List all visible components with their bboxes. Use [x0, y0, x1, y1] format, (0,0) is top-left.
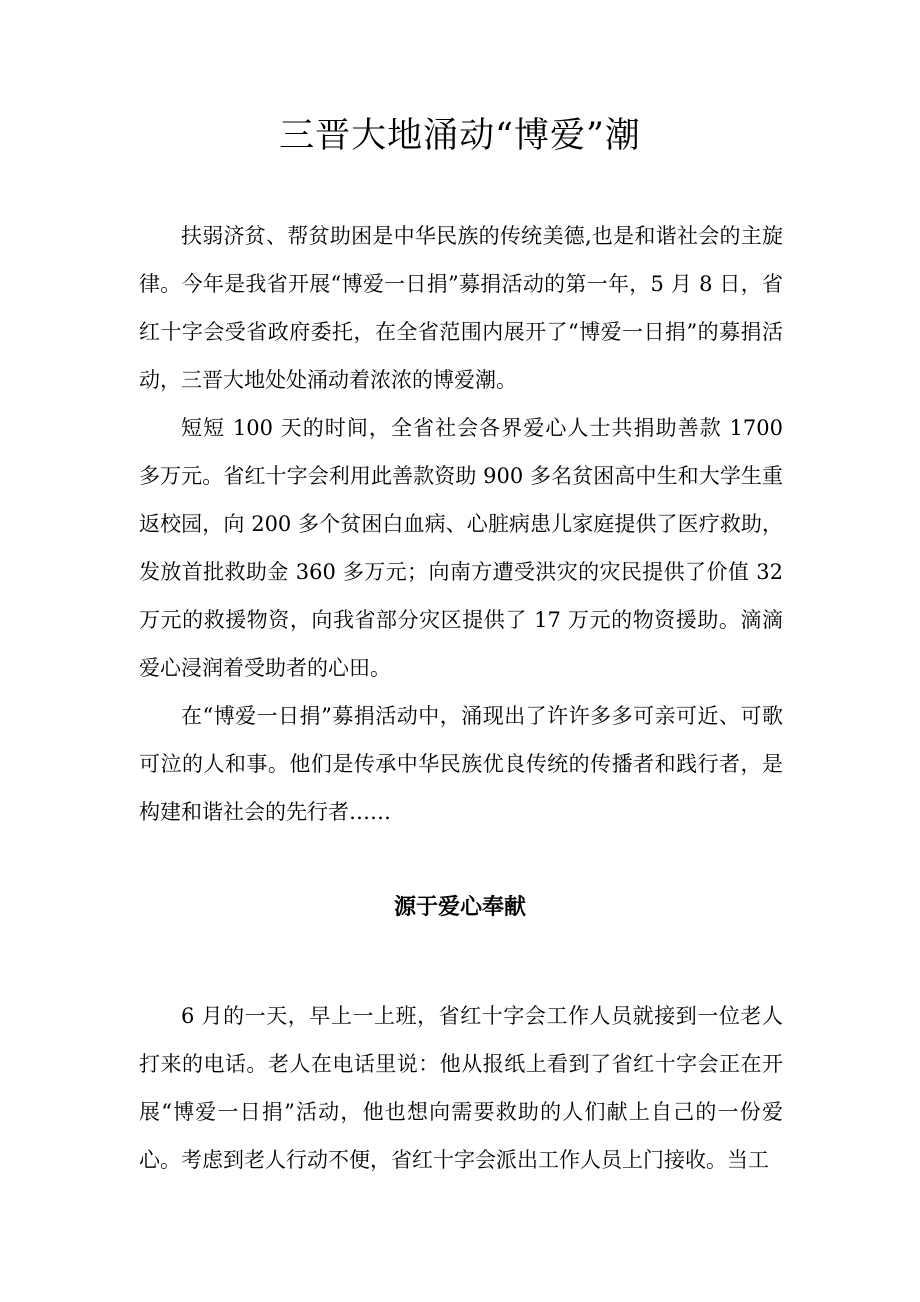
paragraph-2: 短短 100 天的时间，全省社会各界爱心人士共捐助善款 1700 多万元。省红十字会利用此善款资助 900 多名贫困高中生和大学生重返校园，向 200 多个贫困白血病、心脏病患儿家庭提供了医疗救助，发放首批救助金 360 多万元；向南方遭受洪灾的灾民提供了价值 32 万元的救援物资，向我省部分灾区提供了 17 万元的物资援助。滴滴爱心浸润着受助者的心田。: [139, 416, 783, 680]
section-body: [139, 992, 783, 1184]
section-paragraph-1: 6 月的一天，早上一上班，省红十字会工作人员就接到一位老人打来的电话。老人在电话里说：他从报纸上看到了省红十字会正在开展“博爱一日捐”活动，他也想向需要救助的人们献上自己的一份爱心。考虑到老人行动不便，省红十字会派出工作人员上门接收。当工: [139, 1004, 783, 1172]
section-heading: 源于爱心奉献: [393, 895, 526, 920]
document-title: 三晋大地涌动“博爱”潮: [279, 116, 641, 156]
paragraph-1: 扶弱济贫、帮贫助困是中华民族的传统美德,也是和谐社会的主旋律。今年是我省开展“博爱一日捐”募捐活动的第一年，5 月 8 日，省红十字会受省政府委托，在全省范围内展开了“博爱一日捐”的募捐活动，三晋大地处处涌动着浓浓的博爱潮。: [139, 224, 783, 392]
paragraph-3: 在“博爱一日捐”募捐活动中，涌现出了许许多多可亲可近、可歌可泣的人和事。他们是传承中华民族优良传统的传播者和践行者，是构建和谐社会的先行者……: [139, 704, 783, 824]
intro-section: [139, 212, 783, 836]
